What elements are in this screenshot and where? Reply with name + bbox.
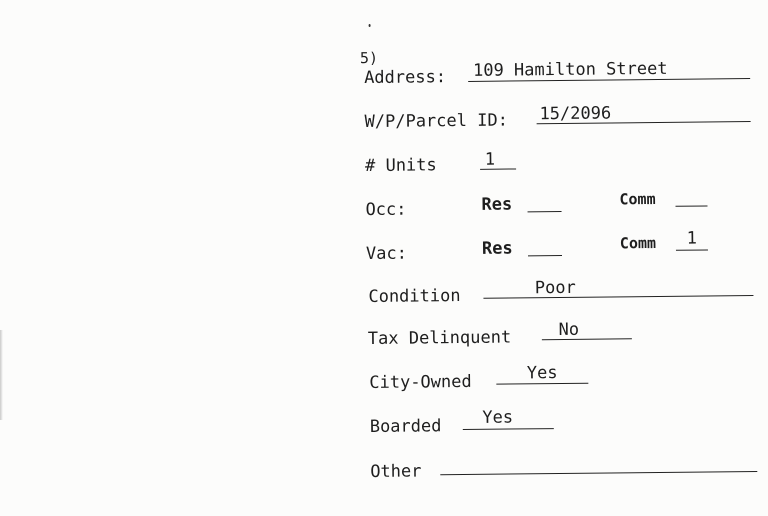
vac-comm-value: 1	[680, 228, 704, 248]
units-label: # Units	[365, 155, 437, 176]
occ-label: Occ:	[365, 200, 406, 220]
city-owned-label: City-Owned	[369, 372, 472, 393]
occ-res-line	[528, 211, 562, 212]
record-number: 5)	[360, 48, 378, 68]
parcel-id-value: 15/2096	[539, 103, 611, 124]
ink-speck	[369, 24, 371, 27]
occ-comm-line	[675, 205, 707, 206]
boarded-label: Boarded	[370, 416, 442, 437]
occ-res-label: Res	[481, 194, 512, 214]
units-value: 1	[480, 150, 500, 170]
boarded-value: Yes	[472, 407, 524, 428]
other-label: Other	[370, 461, 421, 482]
vac-res-label: Res	[482, 238, 513, 258]
vac-comm-label: Comm	[620, 233, 656, 253]
tax-delinquent-label: Tax Delinquent	[368, 328, 511, 349]
condition-label: Condition	[368, 286, 460, 307]
address-label: Address:	[364, 67, 446, 88]
vac-res-line	[528, 255, 562, 256]
boarded-line	[463, 428, 554, 430]
other-line	[440, 471, 757, 475]
vac-comm-line	[676, 249, 708, 250]
other-value	[442, 452, 742, 455]
condition-value: Poor	[515, 278, 595, 299]
address-value: 109 Hamilton Street	[473, 59, 668, 81]
tax-delinquent-value: No	[546, 320, 592, 340]
city-owned-value: Yes	[516, 363, 568, 384]
parcel-id-label: W/P/Parcel ID:	[364, 111, 507, 132]
vac-label: Vac:	[366, 244, 407, 264]
occ-comm-label: Comm	[619, 189, 655, 209]
